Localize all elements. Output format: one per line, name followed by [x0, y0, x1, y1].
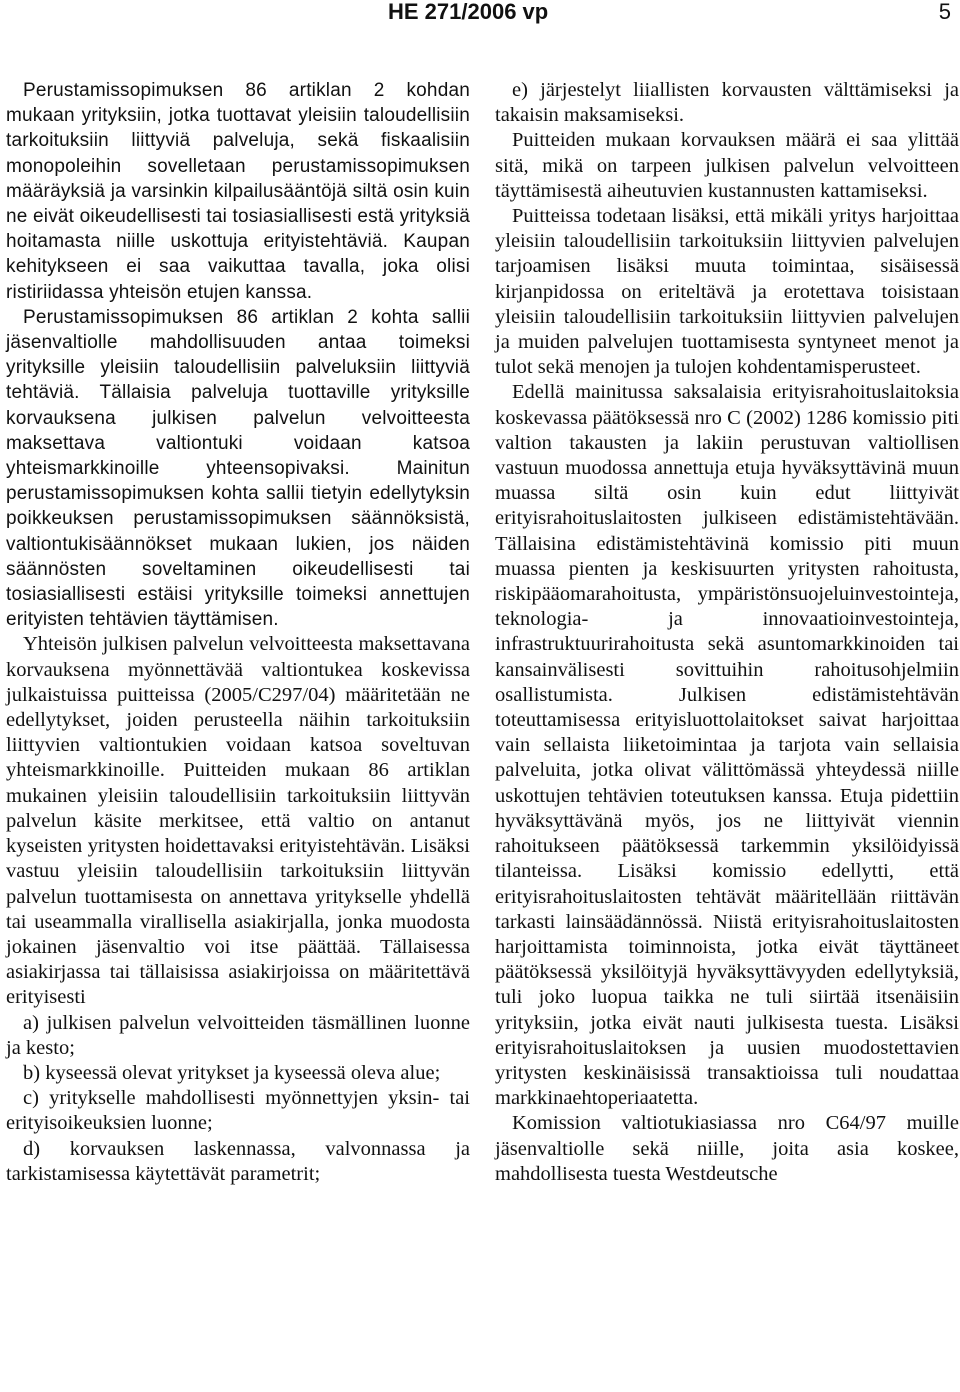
- list-item: c) yritykselle mahdollisesti myönnettyjen yksin- tai erityisoikeuksien luonne;: [6, 1087, 470, 1135]
- paragraph: Perustamissopimuksen 86 artiklan 2 kohdan mukaan yrityksiin, jotka tuottavat yleisiin taloudellisiin tarkoituksiin liittyviä palveluja, sekä fiskaalisiin monopoleihin sovelletaan perustamissopimuksen määräyksiä ja varsinkin kilpailusääntöjä siltä osin kuin ne eivät oikeudellisesti tai tosiasiallisesti estä yrityksiä hoitamasta niille uskottuja erityistehtäviä. Kaupan kehitykseen ei saa vaikuttaa tavalla, joka olisi ristiriidassa yhteisön etujen kanssa.: [6, 80, 470, 303]
- list-item: d) korvauksen laskennassa, valvonnassa ja tarkistamisessa käytettävät parametrit;: [6, 1137, 470, 1185]
- page-header: [0, 0, 960, 30]
- paragraph: Puitteissa todetaan lisäksi, että mikäli yritys harjoittaa yleisiin taloudellisiin tarkoituksiin liittyvien palvelujen tarjoamisen lisäksi muuta toimintaa, sisäisessä kirjanpidossa on eriteltävä ja erotettava toisistaan yleisiin taloudellisiin tarkoituksiin liittyvien palvelujen ja muiden palvelujen tuottamisesta syntyneet menot ja tulot sekä menojen ja tulojen kohdentamisperusteet.: [495, 205, 959, 379]
- paragraph: Edellä mainitussa saksalaisia erityisrahoituslaitoksia koskevassa päätöksessä nro C (2002) 1286 komissio piti valtion takausten ja lakiin perustuvan valtiollisen vastuun muodossa annettuja etuja hyväksyttävinä muun muassa siltä osin kuin edut liittyivät erityisrahoituslaitosten julkiseen edistämistehtävään. Tällaisina edistämistehtävinä komissio piti muun muassa pienten ja keskisuurten yritysten rahoitusta, riskipääomarahoitusta, ympäristönsuojeluinvestointeja, teknologia- ja innovaatioinvestointeja, infrastruktuurirahoitusta sekä asuntomarkkinoiden tai kansainvälisesti sovittuihin rahoitusohjelmiin osallistumista. Julkisen edistämistehtävän toteuttamisessa erityisluottolaitokset saivat harjoittaa vain sellaista liiketoimintaa ja tarjota vain sellaisia palveluita, jotka olivat välittömässä yhteydessä niille uskottujen tehtävien toteutuksen kanssa. Etuja pidettiin hyväksyttävänä myös, jos ne liittyivät viennin rahoitukseen päätöksessä tarkemmin yksilöidyissä tilanteissa. Lisäksi komissio edellytti, että erityisrahoituslaitosten tehtävät määritellään riittävän tarkasti lainsäädännössä. Niistä erityisrahoituslaitosten harjoittamista toiminnoista, jotka eivät täyttäneet päätöksessä yksilöityjä hyväksyttävyyden edellytyksiä, tuli joko luopua taikka ne tuli siirtää itsenäisiin yrityksiin, jotka eivät nauti julkisesta tuesta. Lisäksi erityisrahoituslaitoksen ja uusien muodostettavien yritysten keskinäisissä transaktioissa tuli noudattaa markkinaehtoperiaatetta.: [495, 381, 959, 1110]
- paragraph: Yhteisön julkisen palvelun velvoitteesta maksettavana korvauksena myönnettävää valtiontukea koskevissa julkaistuissa puitteissa (2005/C297/04) määritetään ne edellytykset, joiden perusteella näihin tarkoituksiin liittyvien valtiontukien voidaan katsoa soveltuvan yhteismarkkinoille. Puitteiden mukaan 86 artiklan mukainen yleisiin taloudellisiin tarkoituksiin liittyvän palvelun käsite merkitsee, että valtio on antanut kyseisten yritysten hoidettavaksi erityistehtävän. Lisäksi vastuu yleisiin taloudellisiin tarkoituksiin liittyvän palvelun tuottamisesta on annettava yritykselle yhdellä tai useammalla virallisella asiakirjalla, jonka muodosta jokainen jäsenvaltio voi itse päättää. Tällaisessa asiakirjassa tai tällaisissa asiakirjoissa on määritettävä erityisesti: [6, 633, 470, 1009]
- list-item: e) järjestelyt liiallisten korvausten välttämiseksi ja takaisin maksamiseksi.: [495, 79, 959, 127]
- page-number: 5: [938, 0, 951, 24]
- paragraph: Komission valtiotukiasiassa nro C64/97 muille jäsenvaltiolle sekä niille, joita asia koskee, mahdollisesta tuesta Westdeutsche: [495, 1112, 959, 1185]
- left-column: [6, 78, 470, 1187]
- right-column: [495, 78, 959, 1187]
- list-item: b) kyseessä olevat yritykset ja kyseessä oleva alue;: [23, 1061, 441, 1084]
- list-item: a) julkisen palvelun velvoitteiden täsmällinen luonne ja kesto;: [6, 1011, 470, 1059]
- document-id: HE 271/2006 vp: [388, 0, 549, 24]
- paragraph: Perustamissopimuksen 86 artiklan 2 kohta sallii jäsenvaltiolle mahdollisuuden antaa toimeksi yrityksille yleisiin taloudellisiin palveluksiin liittyviä tehtäviä. Tällaisia palveluja tuottaville yrityksille korvauksena julkisen palvelun velvoitteesta maksettava valtiontuki voidaan katsoa yhteismarkkinoille yhteensopivaksi. Mainitun perustamissopimuksen kohta sallii tietyin edellytyksin poikkeuksen perustamissopimuksen säännöksistä, valtiontukisäännökset mukaan lukien, jos näiden säännösten soveltaminen oikeudellisesti tai tosiasiallisesti estäisi yrityksille toimeksi annettujen erityisten tehtävien täyttämisen.: [6, 306, 470, 631]
- paragraph: Puitteiden mukaan korvauksen määrä ei saa ylittää sitä, mikä on tarpeen julkisen palvelun velvoitteen täyttämisestä aiheutuvien kustannusten kattamiseksi.: [495, 129, 959, 202]
